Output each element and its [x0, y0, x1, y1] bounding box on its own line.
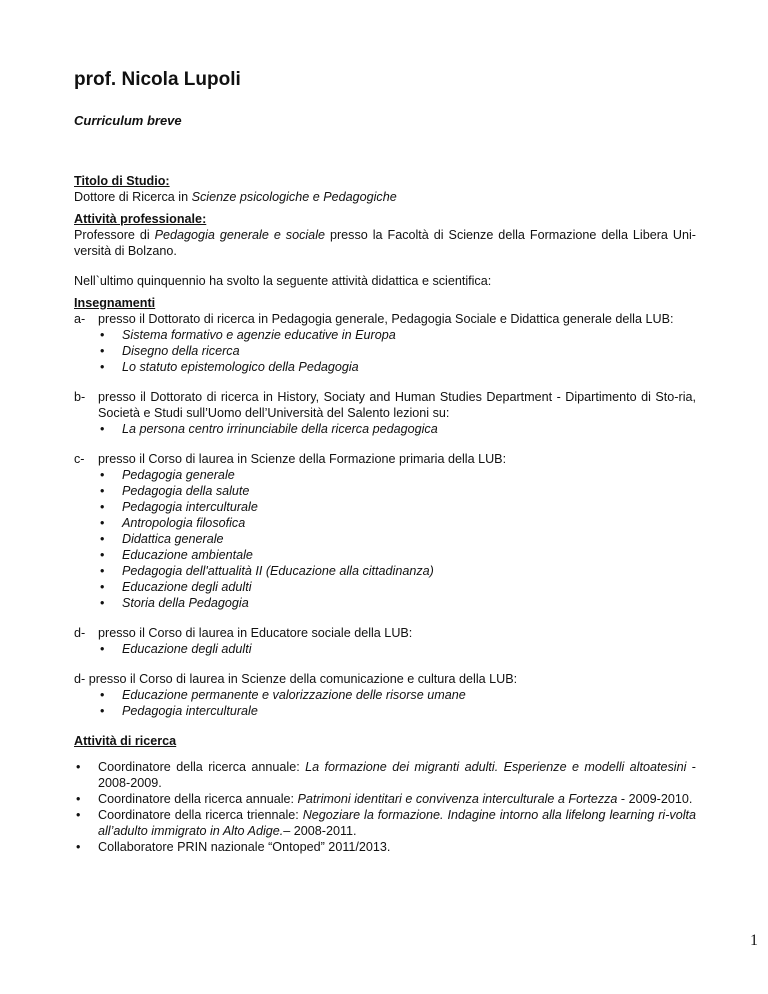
course-list-item: • Pedagogia interculturale — [98, 499, 696, 515]
teaching-group-text — [74, 389, 696, 421]
research-list-item: • Coordinatore della ricerca triennale: Negoziare la formazione. Indagine intorno alla lifelong learning ri-volta all’adulto immigrato in Alto Adige.– 2008-2011. — [74, 807, 696, 839]
course-list-item: • Educazione degli adulti — [98, 641, 696, 657]
teaching-course-list — [74, 421, 696, 437]
section-heading-insegnamenti: Insegnamenti — [74, 296, 156, 310]
teaching-group-text — [74, 311, 696, 327]
course-list-item: • La persona centro irrinunciabile della ricerca pedagogica — [98, 421, 696, 437]
teaching-group — [74, 625, 696, 657]
course-list-item: • Pedagogia dell'attualità II (Educazione alla cittadinanza) — [98, 563, 696, 579]
teaching-group-letter: b- — [74, 390, 86, 404]
teaching-group-description: presso il Dottorato di ricerca in Pedagogia generale, Pedagogia Sociale e Didattica generale della LUB: — [98, 312, 674, 326]
course-list-item: • Pedagogia generale — [98, 467, 696, 483]
teaching-group-text — [74, 625, 696, 641]
page-number: 1 — [750, 932, 758, 949]
research-list-item: • Coordinatore della ricerca annuale: La formazione dei migranti adulti. Esperienze e modelli altoatesini - 2008-2009. — [74, 759, 696, 791]
section-attivita-professionale — [74, 211, 696, 259]
document-title: prof. Nicola Lupoli — [74, 69, 241, 90]
course-list-item: • Sistema formativo e agenzie educative in Europa — [98, 327, 696, 343]
document-subtitle: Curriculum breve — [74, 113, 182, 128]
teaching-group-letter: d- — [74, 626, 86, 640]
teaching-group-text — [74, 451, 696, 467]
document-body — [74, 173, 696, 855]
course-list-item: • Disegno della ricerca — [98, 343, 696, 359]
course-list-item: • Antropologia filosofica — [98, 515, 696, 531]
studio-field: Scienze psicologiche e Pedagogiche — [191, 190, 397, 204]
teaching-group-letter: c- — [74, 452, 85, 466]
section-heading-ricerca: Attività di ricerca — [74, 734, 177, 748]
course-list-item: • Educazione ambientale — [98, 547, 696, 563]
teaching-group — [74, 451, 696, 611]
teaching-groups — [74, 311, 696, 657]
course-list-item: • Pedagogia della salute — [98, 483, 696, 499]
teaching-course-list — [74, 327, 696, 375]
teaching-course-list — [74, 467, 696, 611]
section-heading-professionale: Attività professionale: — [74, 212, 207, 226]
course-list-item: • Didattica generale — [98, 531, 696, 547]
course-list-item: • Educazione degli adulti — [98, 579, 696, 595]
research-list-item: • Collaboratore PRIN nazionale “Ontoped” 2011/2013. — [74, 839, 696, 855]
section-ricerca — [74, 733, 696, 855]
teaching-group — [74, 311, 696, 375]
course-list-item: • Lo statuto epistemologico della Pedagogia — [98, 359, 696, 375]
course-list-item: • Educazione permanente e valorizzazione delle risorse umane — [98, 687, 696, 703]
studio-text: Dottore di Ricerca in Scienze psicologiche e Pedagogiche — [74, 190, 397, 204]
research-list — [74, 759, 696, 855]
teaching-group-letter: a- — [74, 312, 86, 326]
teaching-group-description: presso il Corso di laurea in Scienze della Formazione primaria della LUB: — [98, 452, 507, 466]
teaching-group-extra-text: d- presso il Corso di laurea in Scienze della comunicazione e cultura della LUB: — [74, 672, 518, 686]
teaching-group-description: presso il Dottorato di ricerca in History, Sociaty and Human Studies Department - Dipartimento di Sto-ria, Società e Studi sull’Uomo dell’Università del Salento lezioni su: — [98, 390, 696, 420]
teaching-extra-list — [74, 687, 696, 719]
research-list-item: • Coordinatore della ricerca annuale: Patrimoni identitari e convivenza interculturale a Fortezza - 2009-2010. — [74, 791, 696, 807]
professionale-text: Professore di Pedagogia generale e sociale presso la Facoltà di Scienze della Formazione della Libera Uni-versità di Bolzano. — [74, 228, 696, 258]
course-list-item: • Storia della Pedagogia — [98, 595, 696, 611]
section-heading-studio: Titolo di Studio: — [74, 174, 170, 188]
teaching-group-description: presso il Corso di laurea in Educatore sociale della LUB: — [98, 626, 413, 640]
teaching-course-list — [74, 641, 696, 657]
section-insegnamenti — [74, 295, 696, 719]
intro-text: Nell`ultimo quinquennio ha svolto la seguente attività didattica e scientifica: — [74, 274, 492, 288]
teaching-group-extra — [74, 671, 696, 719]
course-list-item: • Pedagogia interculturale — [98, 703, 696, 719]
teaching-group — [74, 389, 696, 437]
section-titolo-studio — [74, 173, 696, 205]
